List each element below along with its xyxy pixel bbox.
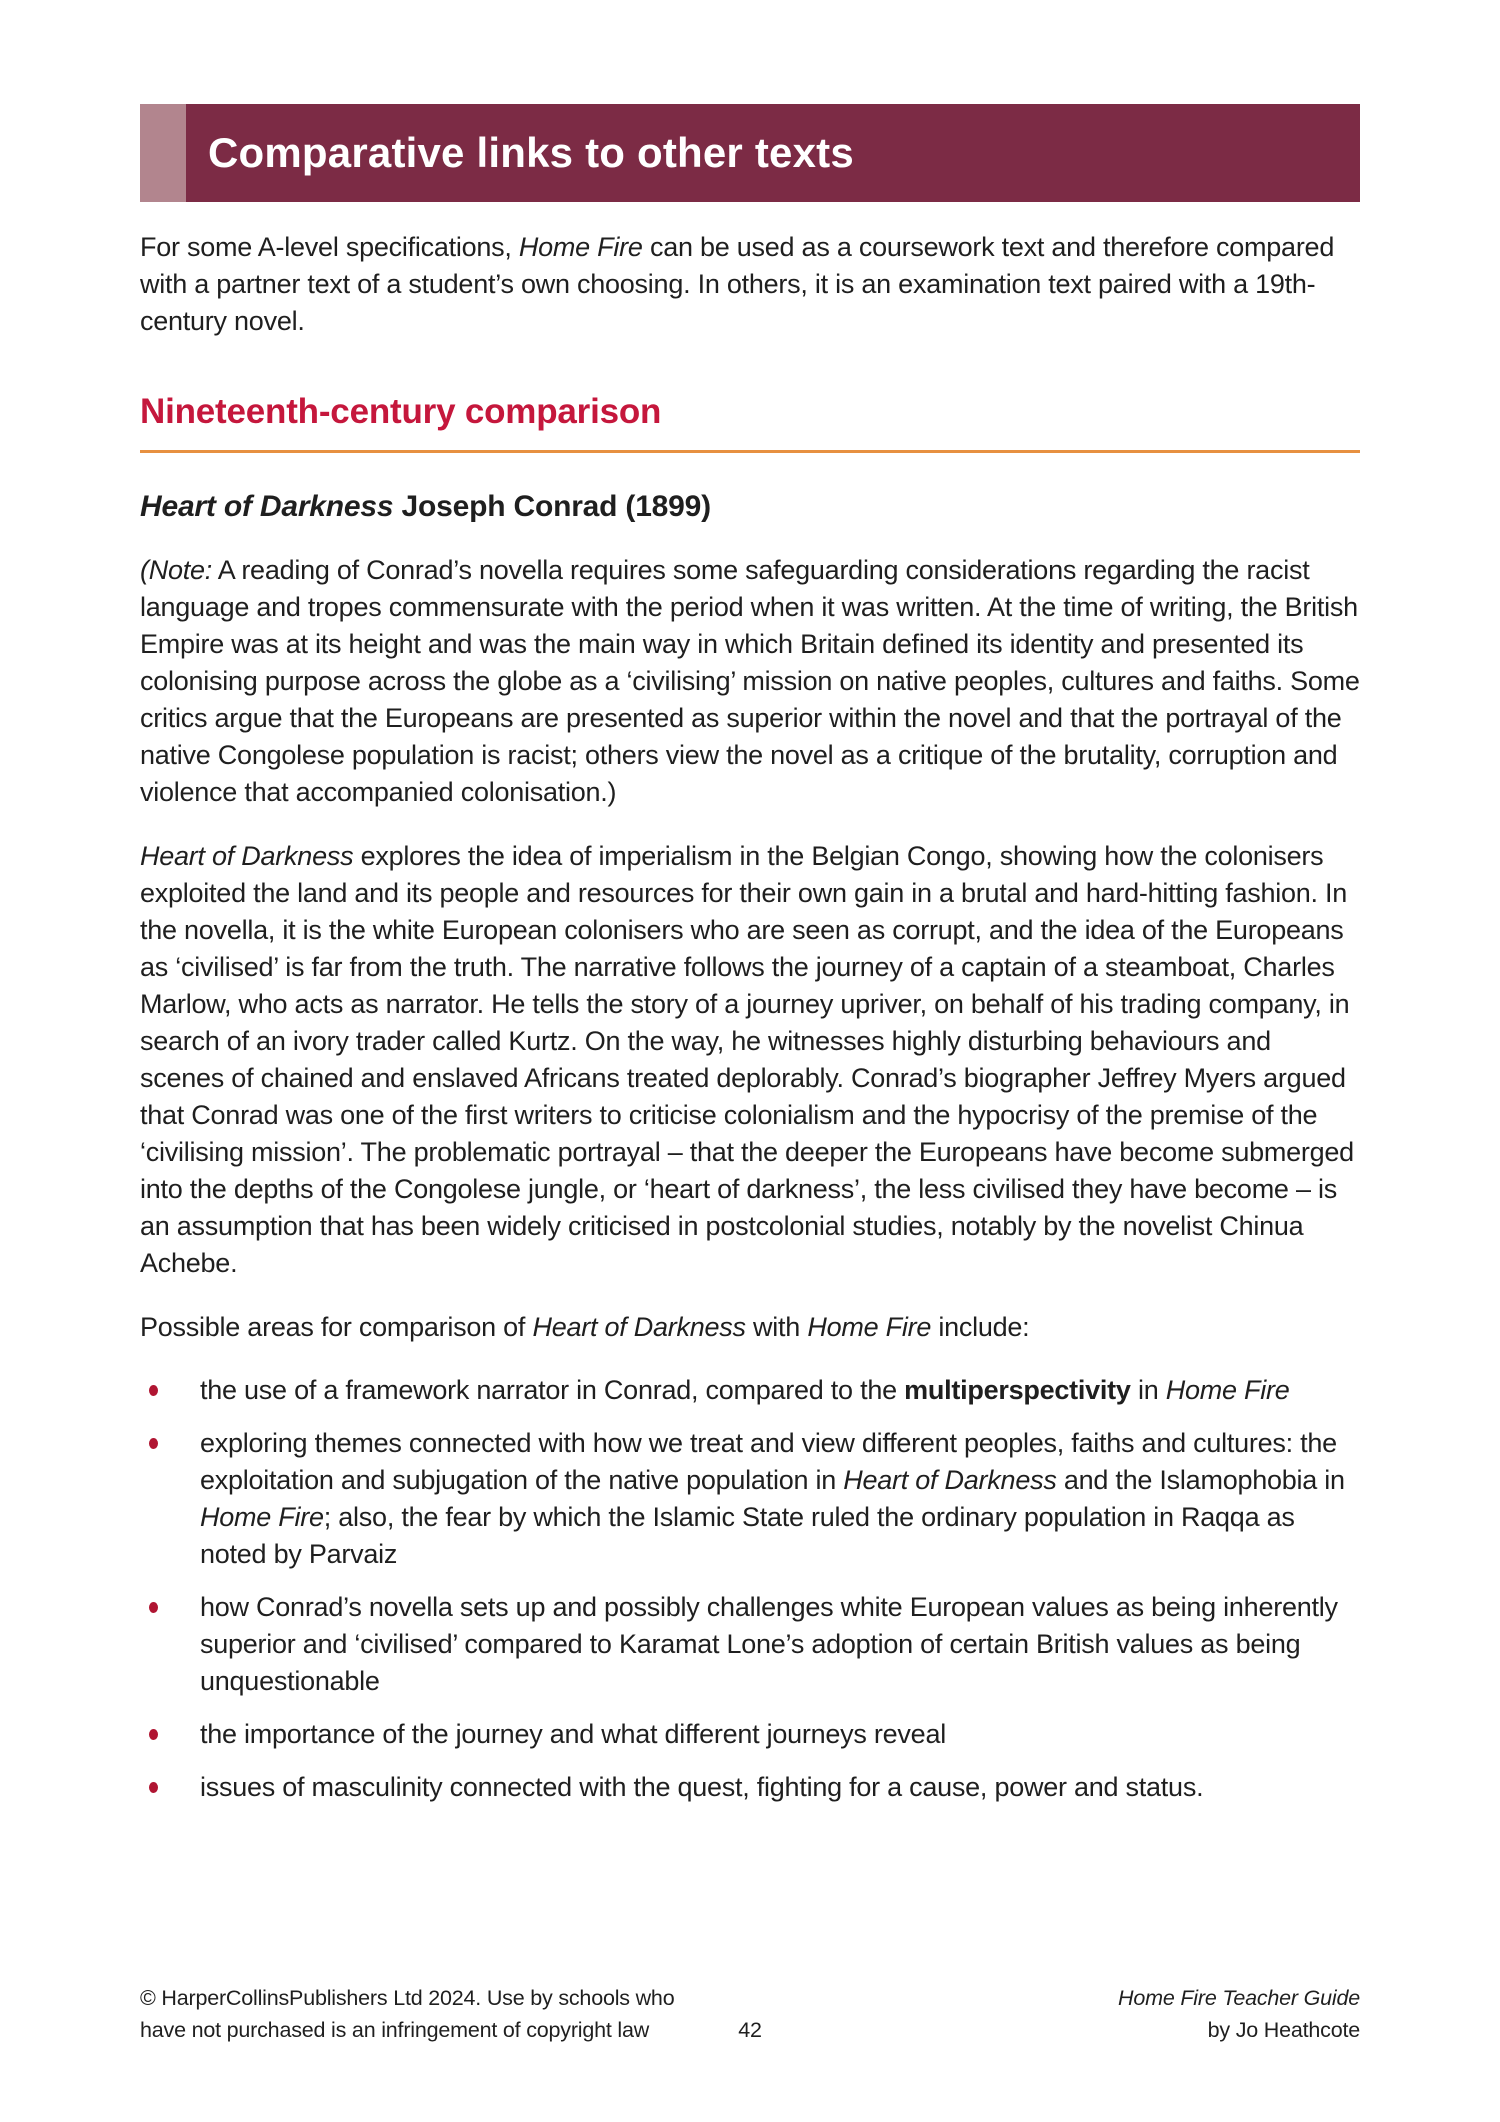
bullet-icon xyxy=(149,1602,158,1613)
page-number: 42 xyxy=(738,2018,762,2042)
page-footer xyxy=(140,1982,1360,2048)
copyright-line-2: have not purchased is an infringement of copyright law xyxy=(140,2018,650,2042)
footer-book-title: Home Fire Teacher Guide xyxy=(1118,1986,1360,2010)
section-heading: Nineteenth-century comparison xyxy=(140,392,662,431)
bullet-item-text: exploring themes connected with how we treat and view different peoples, faiths and cultures: the exploitation and subjugation of the native population in Heart of Darkness and the Islamophobia in Home Fire; also, the fear by which the Islamic State ruled the ordinary population in Raqqa as noted by Parvaiz xyxy=(200,1428,1345,1569)
subsection-heading: Heart of Darkness Joseph Conrad (1899) xyxy=(140,490,711,523)
bullet-item-text: the importance of the journey and what different journeys reveal xyxy=(200,1719,946,1749)
bullet-icon xyxy=(149,1385,158,1396)
list-item xyxy=(140,1425,1360,1573)
bullet-icon xyxy=(149,1729,158,1740)
footer-book-credit xyxy=(1118,1982,1360,2046)
intro-paragraph: For some A-level specifications, Home Fire can be used as a coursework text and therefore compared with a partner text of a student’s own choosing. In others, it is an examination text paired with a 19th-century novel. xyxy=(140,232,1335,336)
list-item xyxy=(140,1769,1360,1806)
bullet-item-text: how Conrad’s novella sets up and possibly challenges white European values as being inherently superior and ‘civilised’ compared to Karamat Lone’s adoption of certain British values as being unquestionable xyxy=(200,1592,1338,1696)
analysis-paragraph: Heart of Darkness explores the idea of imperialism in the Belgian Congo, showing how the colonisers exploited the land and its people and resources for their own gain in a brutal and hard-hitting fashion. In the novella, it is the white European colonisers who are seen as corrupt, and the idea of the Europeans as ‘civilised’ is far from the truth. The narrative follows the journey of a captain of a steamboat, Charles Marlow, who acts as narrator. He tells the story of a journey upriver, on behalf of his trading company, in search of an ivory trader called Kurtz. On the way, he witnesses highly disturbing behaviours and scenes of chained and enslaved Africans treated deplorably. Conrad’s biographer Jeffrey Myers argued that Conrad was one of the first writers to criticise colonialism and the hypocrisy of the premise of the ‘civilising mission’. The problematic portrayal – that the deeper the Europeans have become submerged into the depths of the Congolese jungle, or ‘heart of darkness’, the less civilised they have become – is an assumption that has been widely criticised in postcolonial studies, notably by the novelist Chinua Achebe. xyxy=(140,841,1354,1278)
copyright-notice xyxy=(140,1982,674,2046)
comparison-bullet-list xyxy=(140,1372,1360,1806)
page-title: Comparative links to other texts xyxy=(208,129,854,176)
comparison-intro-paragraph: Possible areas for comparison of Heart of Darkness with Home Fire include: xyxy=(140,1312,1030,1342)
list-item xyxy=(140,1716,1360,1753)
page-content xyxy=(140,0,1360,1822)
banner xyxy=(140,104,1360,202)
list-item xyxy=(140,1589,1360,1700)
banner-accent-bar xyxy=(140,104,186,202)
bullet-item-text: the use of a framework narrator in Conrad, compared to the multiperspectivity in Home Fire xyxy=(200,1375,1290,1405)
list-item xyxy=(140,1372,1360,1409)
copyright-line-1: © HarperCollinsPublishers Ltd 2024. Use by schools who xyxy=(140,1986,675,2010)
bullet-icon xyxy=(149,1782,158,1793)
footer-author: by Jo Heathcote xyxy=(1207,2018,1360,2042)
bullet-item-text: issues of masculinity connected with the quest, fighting for a cause, power and status. xyxy=(200,1772,1204,1802)
note-paragraph: (Note: A reading of Conrad’s novella requires some safeguarding considerations regarding the racist language and tropes commensurate with the period when it was written. At the time of writing, the British Empire was at its height and was the main way in which Britain defined its identity and presented its colonising purpose across the globe as a ‘civilising’ mission on native peoples, cultures and faiths. Some critics argue that the Europeans are presented as superior within the novel and that the portrayal of the native Congolese population is racist; others view the novel as a critique of the brutality, corruption and violence that accompanied colonisation.) xyxy=(140,555,1360,807)
bullet-icon xyxy=(149,1438,158,1449)
section-rule xyxy=(140,450,1360,453)
